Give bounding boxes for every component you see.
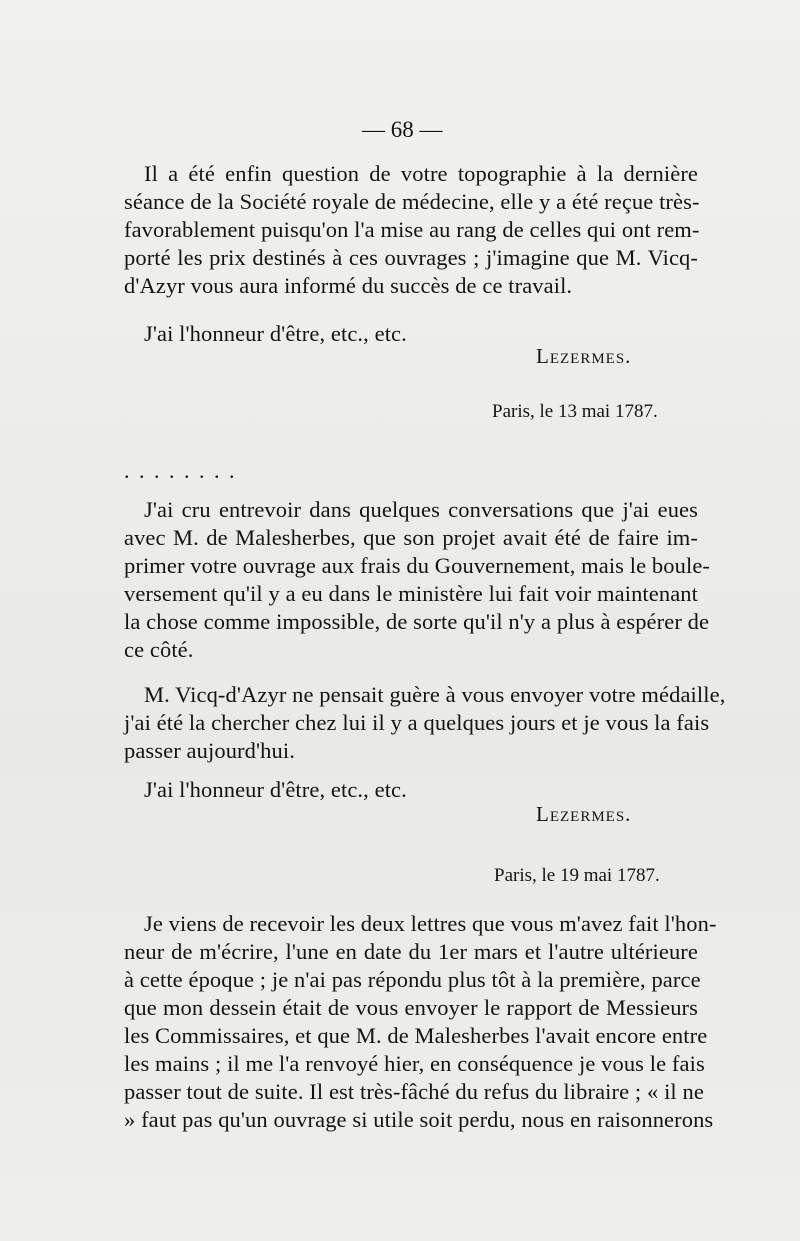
letter-2-closing-block [124, 776, 698, 804]
text-line: à cette époque ; je n'ai pas répondu plus tôt à la première, parce [124, 967, 701, 992]
letter-2-signature: Lezermes. [536, 802, 632, 826]
text-line: que mon dessein était de vous envoyer le rapport de Messieurs [124, 995, 698, 1020]
text-line: primer votre ouvrage aux frais du Gouvernement, mais le boule- [124, 553, 711, 578]
text-line: les Commissaires, et que M. de Malesherbes l'avait encore entre [124, 1023, 708, 1048]
text-line: ce côté. [124, 637, 194, 662]
text-line: favorablement puisqu'on l'a mise au rang de celles qui ont rem- [124, 217, 700, 242]
text-line: séance de la Société royale de médecine, elle y a été reçue très- [124, 189, 700, 214]
text-line: M. Vicq-d'Azyr ne pensait guère à vous envoyer votre médaille, [144, 682, 726, 707]
letter-2-closing: J'ai l'honneur d'être, etc., etc. [144, 777, 407, 802]
text-line: avec M. de Malesherbes, que son projet avait été de faire im- [124, 525, 698, 550]
text-line: d'Azyr vous aura informé du succès de ce travail. [124, 273, 573, 298]
letter-1-paragraph-1 [124, 160, 698, 300]
letter-1-signature: Lezermes. [536, 344, 632, 368]
text-line: versement qu'il y a eu dans le ministère lui fait voir maintenant [124, 581, 698, 606]
text-line: porté les prix destinés à ces ouvrages ; j'imagine que M. Vicq- [124, 245, 698, 270]
letter-2-dateline: Paris, le 19 mai 1787. [494, 865, 660, 886]
text-line: les mains ; il me l'a renvoyé hier, en conséquence je vous le fais [124, 1051, 705, 1076]
text-line: Je viens de recevoir les deux lettres que vous m'avez fait l'hon- [144, 911, 717, 936]
text-line: passer aujourd'hui. [124, 738, 295, 763]
text-line: Il a été enfin question de votre topographie à la dernière [144, 161, 698, 186]
text-line: J'ai cru entrevoir dans quelques conversations que j'ai eues [144, 497, 698, 522]
page-number: — 68 — [362, 117, 443, 142]
text-line: » faut pas qu'un ouvrage si utile soit perdu, nous en raisonnerons [124, 1107, 714, 1132]
ellipsis-divider: . . . . . . . . [124, 458, 237, 483]
letter-1-closing: J'ai l'honneur d'être, etc., etc. [144, 321, 407, 346]
letter-2-paragraph-2 [124, 681, 726, 765]
text-line: la chose comme impossible, de sorte qu'il n'y a plus à espérer de [124, 609, 710, 634]
letter-2-paragraph-1 [124, 496, 711, 664]
text-line: j'ai été la chercher chez lui il y a quelques jours et je vous la fais [124, 710, 710, 735]
text-line: neur de m'écrire, l'une en date du 1er mars et l'autre ultérieure [124, 939, 698, 964]
letter-1-dateline: Paris, le 13 mai 1787. [492, 401, 658, 422]
letter-3-paragraph-1 [124, 910, 717, 1134]
text-line: passer tout de suite. Il est très-fâché du refus du libraire ; « il ne [124, 1079, 704, 1104]
